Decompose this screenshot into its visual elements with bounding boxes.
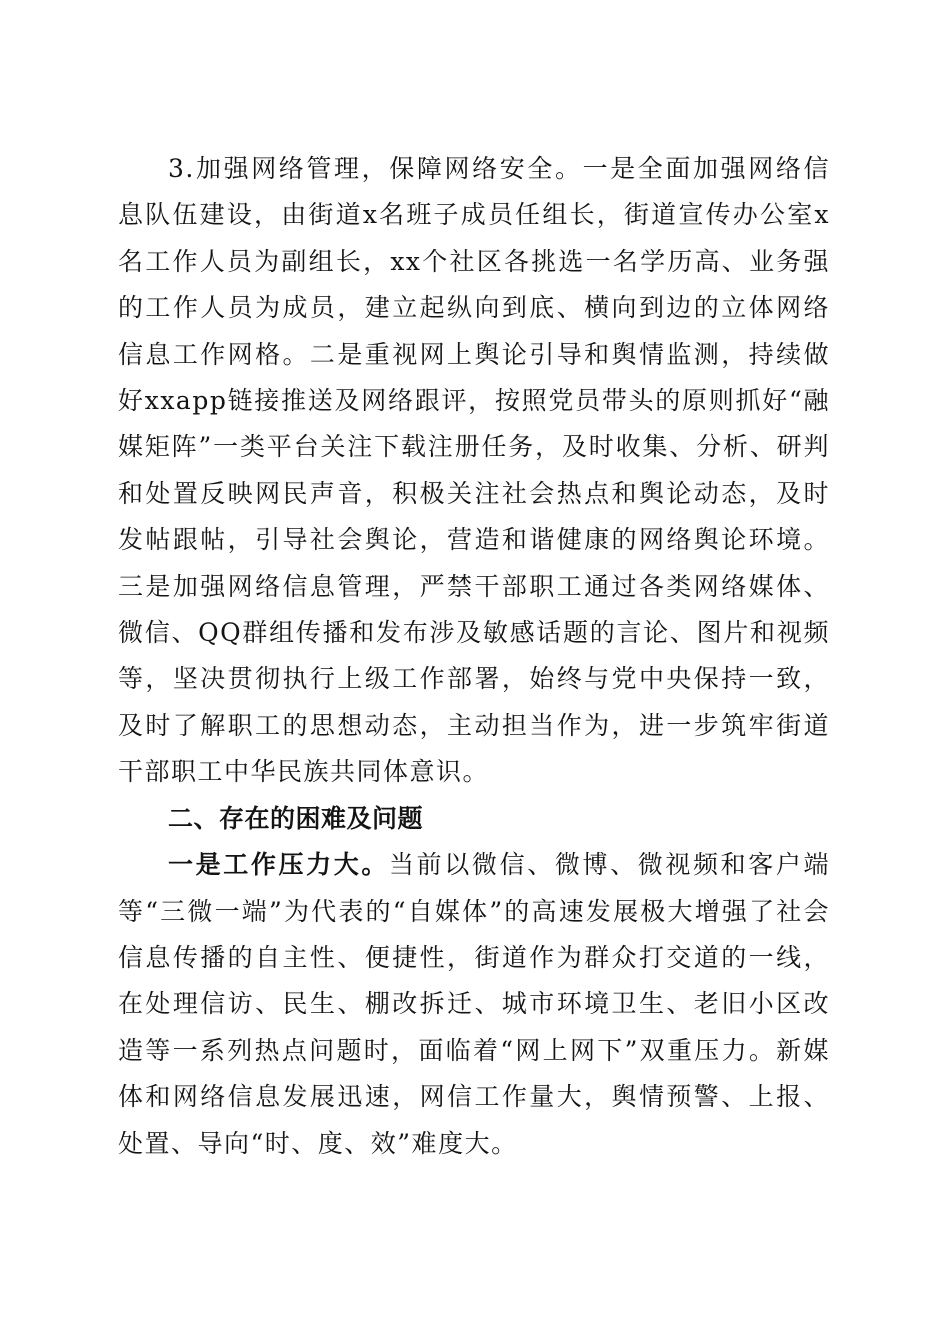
problem-1-lead: 一是工作压力大。 [168, 850, 390, 880]
problem-1-paragraph [118, 842, 830, 1167]
problem-1-body: 当前以微信、微博、微视频和客户端等“三微一端”为代表的“自媒体”的高速发展极大增强了社会信息传播的自主性、便捷性，街道作为群众打交道的一线，在处理信访、民生、棚改拆迁、城市环境卫生、老旧小区改造等一系列热点问题时，面临着“网上网下”双重压力。新媒体和网络信息发展迅速，网信工作量大，舆情预警、上报、处置、导向“时、度、效”难度大。 [118, 850, 830, 1158]
section-3-paragraph: 3.加强网络管理，保障网络安全。一是全面加强网络信息队伍建设，由街道x名班子成员任组长，街道宣传办公室x名工作人员为副组长，xx个社区各挑选一名学历高、业务强的工作人员为成员，建立起纵向到底、横向到边的立体网络信息工作网格。二是重视网上舆论引导和舆情监测，持续做好xxapp链接推送及网络跟评，按照党员带头的原则抓好“融媒矩阵”一类平台关注下载注册任务，及时收集、分析、研判和处置反映网民声音，积极关注社会热点和舆论动态，及时发帖跟帖，引导社会舆论，营造和谐健康的网络舆论环境。三是加强网络信息管理，严禁干部职工通过各类网络媒体、微信、QQ群组传播和发布涉及敏感话题的言论、图片和视频等，坚决贯彻执行上级工作部署，始终与党中央保持一致，及时了解职工的思想动态，主动担当作为，进一步筑牢街道干部职工中华民族共同体意识。 [118, 154, 830, 787]
document-body [118, 146, 830, 1167]
section-heading-difficulties: 二、存在的困难及问题 [168, 803, 424, 833]
